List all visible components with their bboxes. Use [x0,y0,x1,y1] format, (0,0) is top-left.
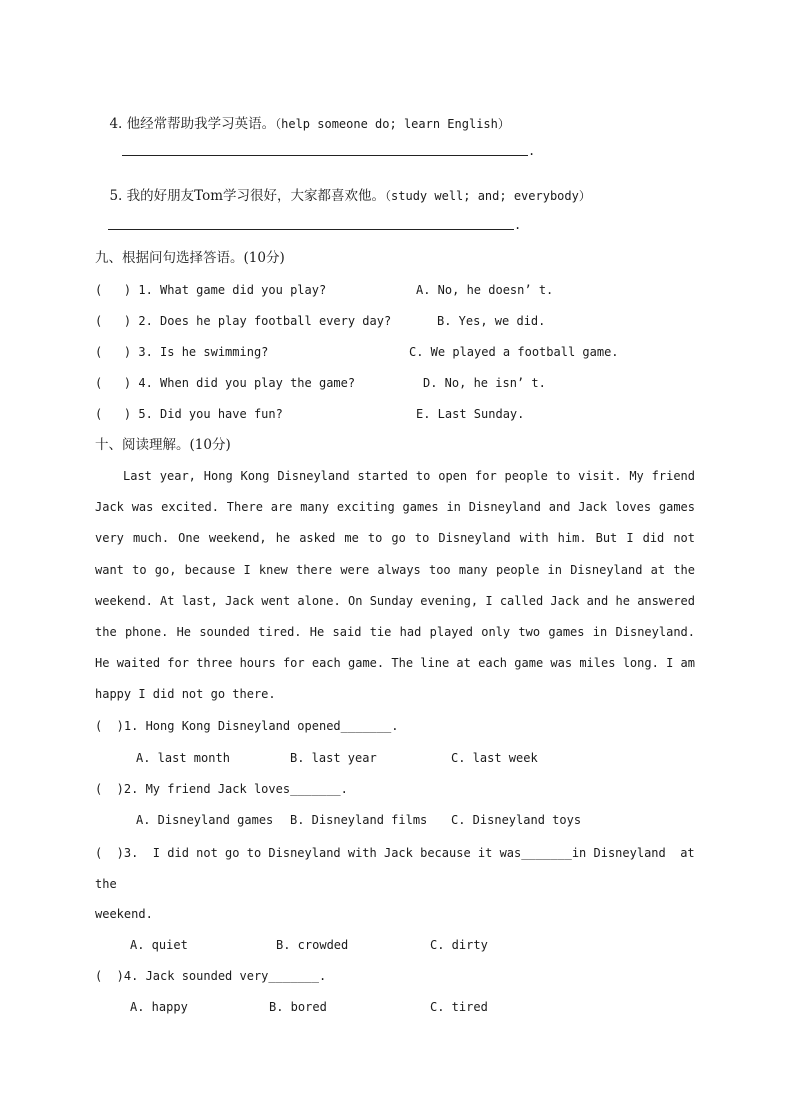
s10-q3-line2: the [95,877,117,891]
s9-question-5: ( ) 5. Did you have fun? [95,407,283,421]
s10-q4-option-a: A. happy [130,1000,188,1014]
s8-q4-chinese: 4. 他经常帮助我学习英语。 [109,116,276,132]
s8-q4-answer-blank[interactable] [122,155,528,156]
s9-answer-a: A. No, he doesn’ t. [416,283,554,297]
s8-q4 [95,100,510,132]
s10-q3-option-b: B. crowded [276,938,349,952]
s10-q4-option-b: B. bored [269,1000,327,1014]
s10-q2-option-b: B. Disneyland films [290,813,428,827]
s10-title: 十、阅读理解。(10分) [95,437,231,453]
s10-q4-option-c: C. tired [430,1000,488,1014]
s10-q1-option-a: A. last month [136,751,230,765]
s10-q3-line1: ( )3. I did not go to Disneyland with Jack because it was_______in Disneyland at [95,846,695,860]
s9-question-2: ( ) 2. Does he play football every day? [95,314,392,328]
s10-q3-line3: weekend. [95,907,153,921]
s8-q5-chinese: 5. 我的好朋友Tom学习很好，大家都喜欢他。 [109,188,386,204]
s8-q5-hint: （study well; and; everybody） [385,189,591,203]
s9-answer-b: B. Yes, we did. [437,314,546,328]
s10-q1-option-c: C. last week [451,751,538,765]
s9-title: 九、根据问句选择答语。(10分) [95,250,285,266]
s10-passage [95,461,695,711]
s9-answer-c: C. We played a football game. [409,345,619,359]
s8-q5 [95,172,591,204]
s10-q2: ( )2. My friend Jack loves_______. [95,782,348,796]
s9-question-4: ( ) 4. When did you play the game? [95,376,356,390]
s8-q5-period: . [514,218,522,232]
s10-q1: ( )1. Hong Kong Disneyland opened_______. [95,719,399,733]
s9-answer-e: E. Last Sunday. [416,407,525,421]
s8-q4-hint: （help someone do; learn English） [275,117,510,131]
s10-q2-option-a: A. Disneyland games [136,813,274,827]
s8-q4-period: . [528,144,536,158]
s8-q5-answer-blank[interactable] [108,229,514,230]
s10-q3-option-a: A. quiet [130,938,188,952]
s10-q2-option-c: C. Disneyland toys [451,813,582,827]
s9-question-3: ( ) 3. Is he swimming? [95,345,269,359]
s10-q4: ( )4. Jack sounded very_______. [95,969,327,983]
s10-q3-option-c: C. dirty [430,938,488,952]
s10-q1-option-b: B. last year [290,751,377,765]
s9-answer-d: D. No, he isn’ t. [423,376,546,390]
s10-passage-text: Last year, Hong Kong Disneyland started to open for people to visit. My friend Jack was excited. There are many exciting games in Disneyland and Jack loves games very much. One weekend, he asked me to go to Disneyland with him. But I did not want to go, because I knew there were always too many people in Disneyland at the weekend. At last, Jack went alone. On Sunday evening, I called Jack and he answered the phone. He sounded tired. He said tie had played only two games in Disneyland. He waited for three hours for each game. The line at each game was miles long. I am happy I did not go there. [95,469,695,702]
s9-question-1: ( ) 1. What game did you play? [95,283,327,297]
